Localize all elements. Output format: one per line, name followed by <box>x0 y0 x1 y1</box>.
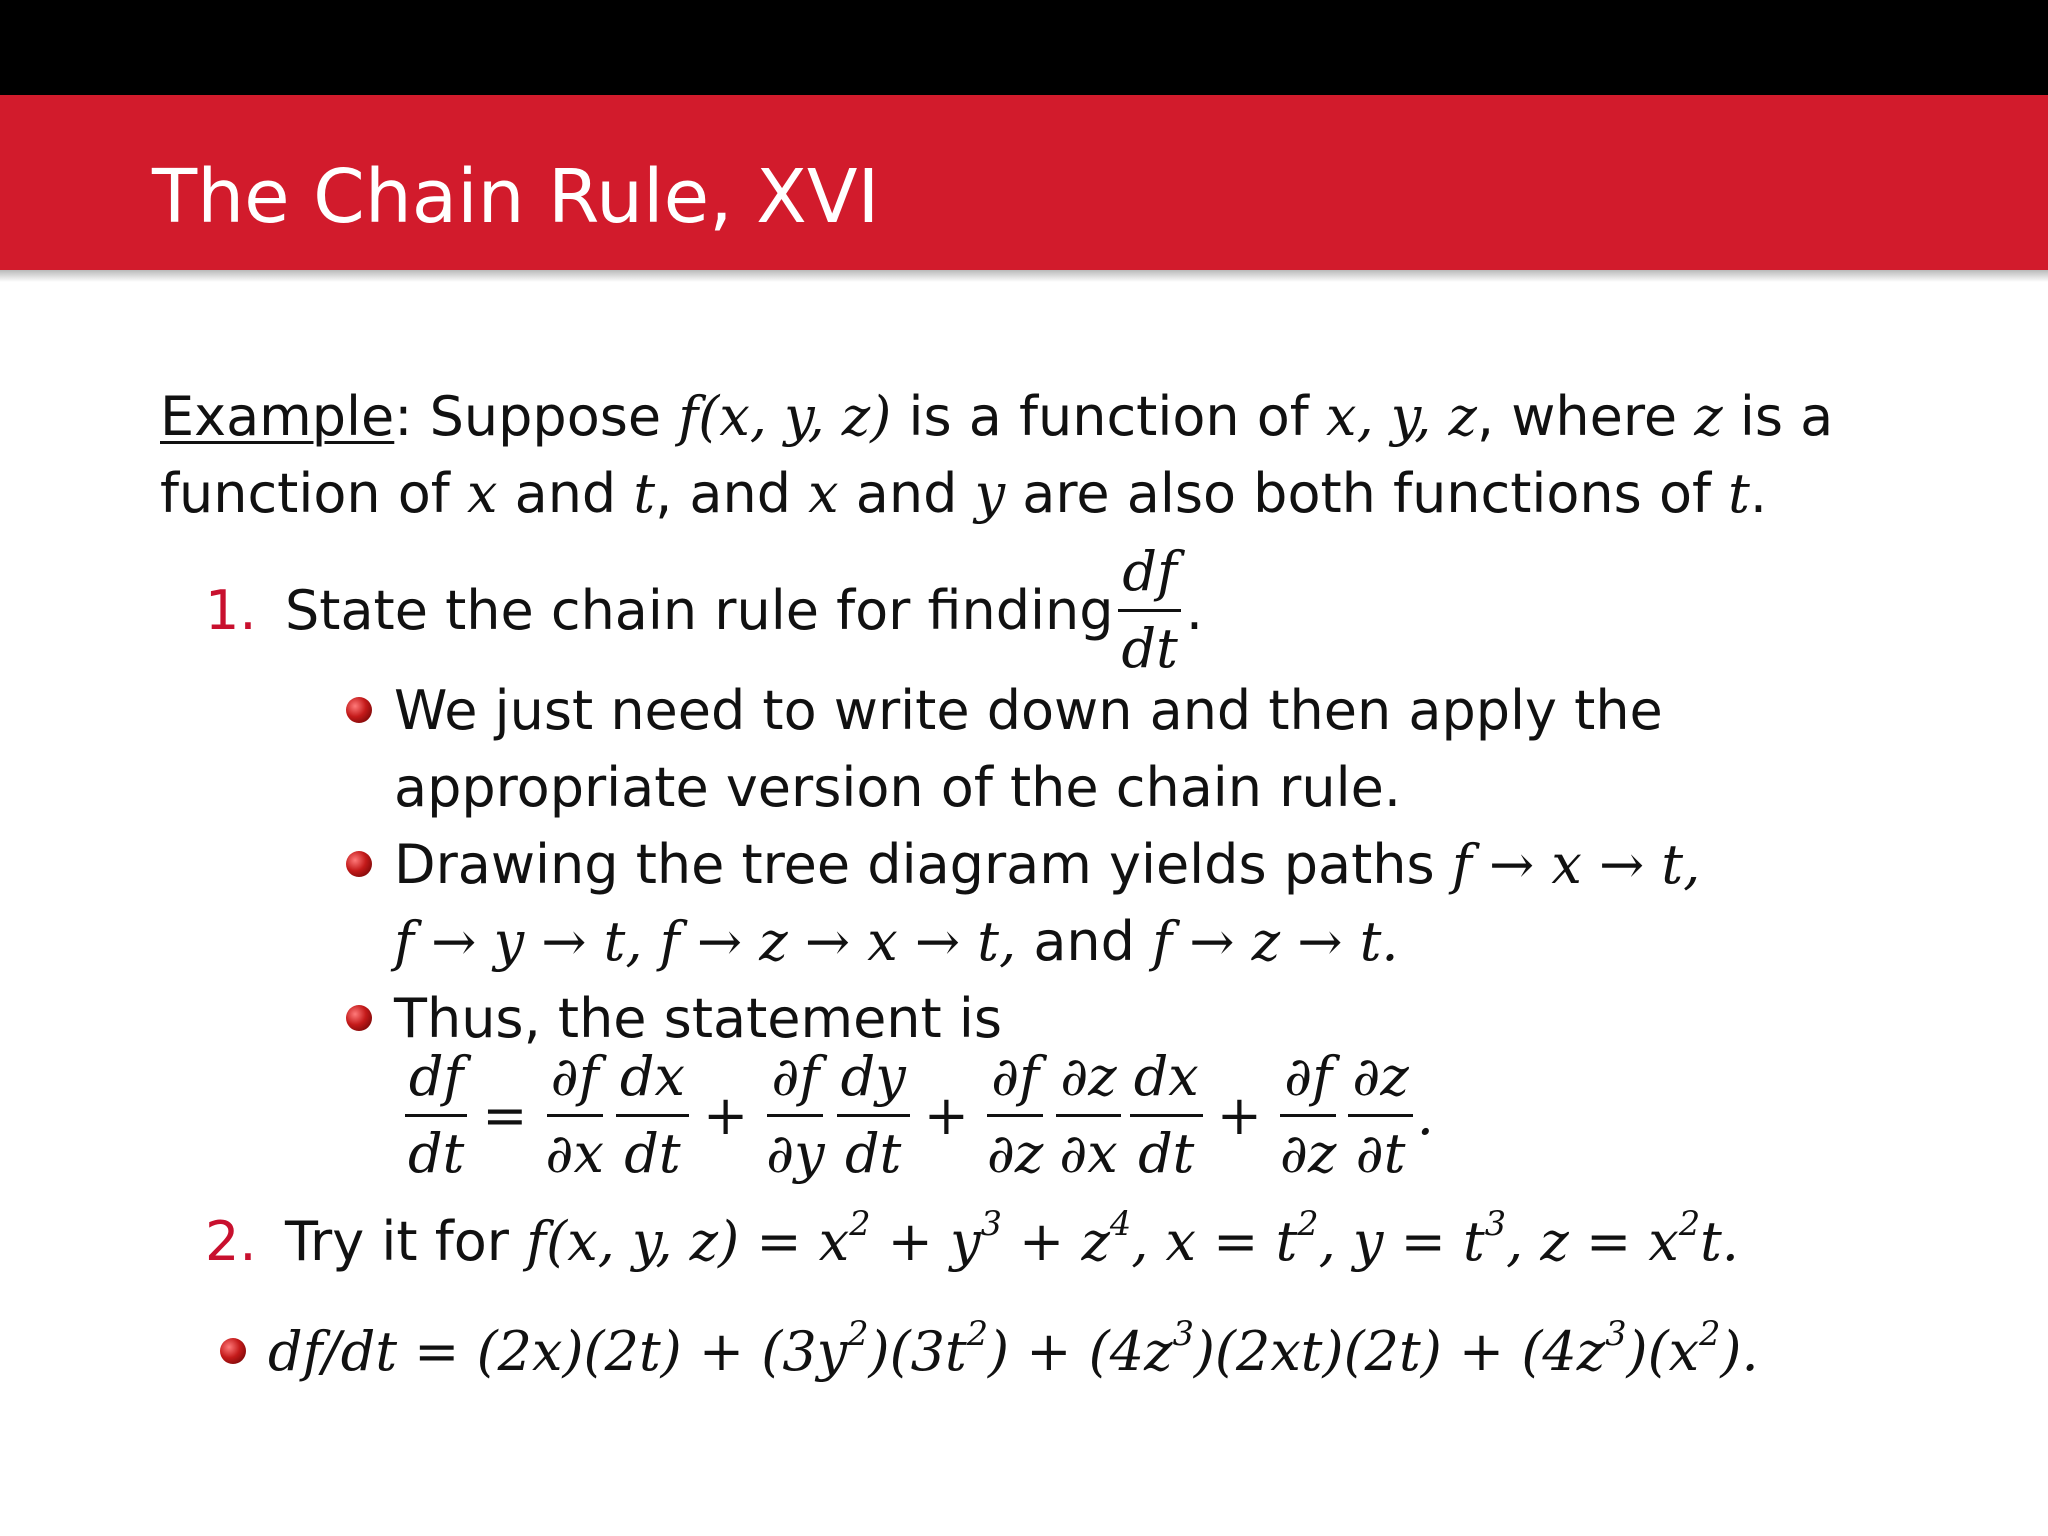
exponent: 2 <box>849 1203 871 1243</box>
slide-title: The Chain Rule, XVI <box>152 154 880 240</box>
fraction-numerator: df <box>405 1040 468 1117</box>
math-part: + z <box>1001 1210 1110 1273</box>
example-text: is a <box>1722 385 1834 448</box>
fraction-denominator: dt <box>1121 617 1178 680</box>
fraction-numerator: dx <box>616 1040 689 1117</box>
result-math <box>268 1313 1759 1383</box>
example-text: is a function of <box>891 385 1326 448</box>
bullet-math: f → x → t, <box>1451 833 1701 896</box>
exponent: 3 <box>980 1203 1002 1243</box>
equals-sign: = <box>482 1084 528 1147</box>
example-text: , where <box>1476 385 1695 448</box>
fraction-numerator: ∂f <box>987 1040 1043 1117</box>
bullet-math: f → y → t, f → z → x → t, <box>394 910 1017 973</box>
fraction <box>762 1040 828 1191</box>
fraction-denominator: ∂z <box>986 1122 1044 1185</box>
list-number: 2. <box>205 1210 257 1273</box>
bullet-text: We just need to write down and then apply the <box>394 679 1663 742</box>
fraction-denominator: ∂y <box>766 1122 825 1185</box>
fraction <box>1130 1040 1203 1191</box>
fraction <box>616 1040 689 1191</box>
fraction <box>1348 1040 1412 1191</box>
example-math: t <box>633 462 656 525</box>
example-math: z <box>1694 385 1723 448</box>
item-1-text: State the chain rule for finding <box>285 579 1114 642</box>
example-line-1 <box>160 378 1833 455</box>
period: . <box>1416 1084 1434 1147</box>
title-bar-shadow <box>0 270 2048 282</box>
period: . <box>1185 579 1203 642</box>
example-label: Example <box>160 385 395 448</box>
fraction-numerator: ∂f <box>1280 1040 1336 1117</box>
math-part: t. <box>1700 1210 1739 1273</box>
exponent: 2 <box>1297 1203 1319 1243</box>
fraction <box>837 1040 910 1191</box>
example-math: y <box>974 462 1006 525</box>
exponent: 2 <box>966 1313 989 1353</box>
list-item <box>346 672 1663 826</box>
bullet-text: appropriate version of the chain rule. <box>394 756 1401 819</box>
fraction-numerator: ∂z <box>1348 1040 1412 1117</box>
fraction-df-dt <box>1118 535 1182 686</box>
fraction-denominator: dt <box>624 1122 681 1185</box>
exponent: 2 <box>1678 1203 1701 1243</box>
exponent: 2 <box>1699 1313 1721 1353</box>
fraction <box>1276 1040 1340 1191</box>
math-part: f(x, y, z) = x <box>526 1210 850 1273</box>
item-2-math <box>526 1203 1739 1273</box>
bullet-text: and <box>1016 910 1153 973</box>
fraction-numerator: ∂z <box>1056 1040 1120 1117</box>
chain-rule-equation <box>400 1040 1434 1191</box>
math-part: , z = x <box>1506 1210 1679 1273</box>
example-line-2 <box>160 455 1833 532</box>
list-number: 1. <box>205 579 257 642</box>
example-math: x <box>808 462 839 525</box>
list-item <box>346 826 1700 980</box>
top-black-bar <box>0 0 2048 95</box>
fraction-denominator: ∂t <box>1355 1122 1406 1185</box>
bullet-icon <box>220 1338 246 1364</box>
result-line <box>220 1313 1759 1390</box>
bullet-math: f → z → t. <box>1152 910 1399 973</box>
plus-sign: + <box>702 1084 749 1147</box>
fraction <box>404 1040 468 1191</box>
example-text: , and <box>655 462 809 525</box>
fraction <box>983 1040 1047 1191</box>
fraction-numerator: dy <box>837 1040 910 1117</box>
plus-sign: + <box>923 1084 969 1147</box>
math-part: + y <box>870 1210 981 1273</box>
example-math: x <box>466 462 498 525</box>
exponent: 3 <box>1484 1203 1506 1243</box>
exponent: 4 <box>1109 1203 1132 1243</box>
fraction-numerator: dx <box>1130 1040 1203 1117</box>
plus-sign: + <box>1216 1084 1263 1147</box>
example-paragraph <box>160 378 1833 532</box>
math-part: )(3t <box>868 1320 967 1383</box>
fraction-denominator: ∂x <box>545 1122 604 1185</box>
math-part: , x = t <box>1131 1210 1298 1273</box>
example-math: t <box>1728 462 1750 525</box>
exponent: 2 <box>847 1313 869 1353</box>
math-part: )(x <box>1626 1320 1700 1383</box>
fraction-denominator: ∂x <box>1059 1122 1118 1185</box>
exponent: 3 <box>1172 1313 1194 1353</box>
fraction-numerator: df <box>1118 535 1181 612</box>
math-part: ). <box>1720 1320 1759 1383</box>
bullet-text: Drawing the tree diagram yields paths <box>394 833 1452 896</box>
example-text: and <box>497 462 634 525</box>
item-2-text: Try it for <box>285 1210 527 1273</box>
fraction-denominator: dt <box>845 1122 902 1185</box>
bullet-icon <box>346 1005 372 1031</box>
exponent: 3 <box>1605 1313 1627 1353</box>
fraction-numerator: ∂f <box>767 1040 823 1117</box>
fraction-denominator: ∂z <box>1280 1122 1337 1185</box>
list-item-1 <box>205 535 1203 686</box>
math-part: , y = t <box>1318 1210 1485 1273</box>
example-math: x, y, z <box>1326 385 1477 448</box>
math-part: df/dt = (2x)(2t) + (3y <box>268 1320 848 1383</box>
example-text: . <box>1749 462 1768 525</box>
bullet-text: Thus, the statement is <box>394 987 1003 1050</box>
example-text: function of <box>160 462 467 525</box>
example-text: are also both functions of <box>1005 462 1729 525</box>
math-part: )(2xt)(2t) + (4z <box>1193 1320 1606 1383</box>
bullet-icon <box>346 697 372 723</box>
list-item-2 <box>205 1203 1739 1280</box>
example-text: : Suppose <box>394 385 679 448</box>
example-math: f(x, y, z) <box>678 385 892 448</box>
example-text: and <box>838 462 975 525</box>
fraction <box>542 1040 608 1191</box>
fraction <box>1055 1040 1121 1191</box>
fraction-denominator: dt <box>1138 1122 1195 1185</box>
bullet-icon <box>346 851 372 877</box>
fraction-denominator: dt <box>408 1122 465 1185</box>
math-part: ) + (4z <box>988 1320 1173 1383</box>
fraction-numerator: ∂f <box>547 1040 603 1117</box>
